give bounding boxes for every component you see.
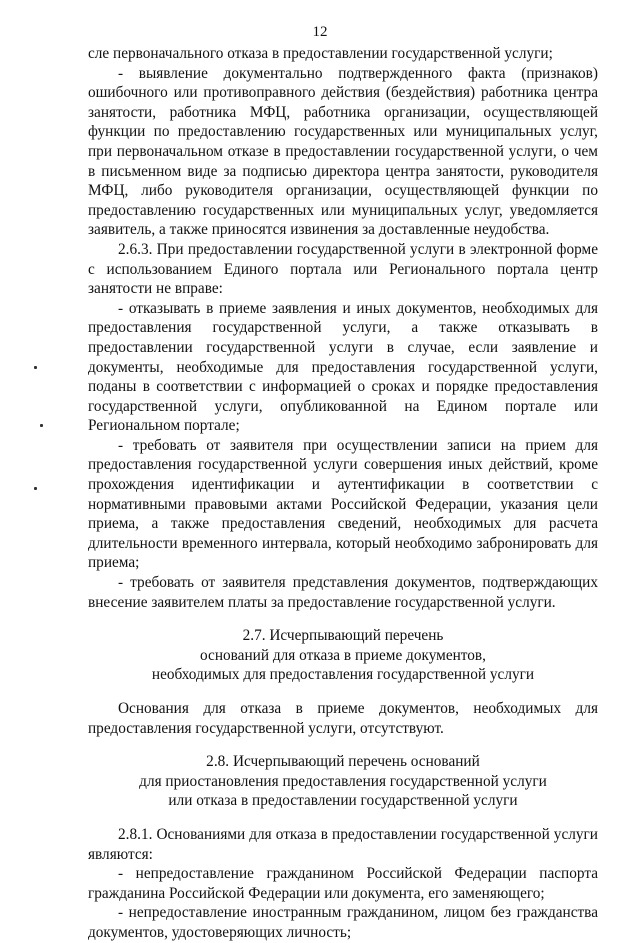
section-heading-line: или отказа в предоставлении государственной услуги [168, 792, 518, 810]
paragraph: сле первоначального отказа в предоставлении государственной услуги; [88, 45, 553, 62]
paragraph: - требовать от заявителя представления документов, подтверждающих внесение заявителем платы за предоставление государственной услуги. [88, 574, 598, 611]
paragraph: Основания для отказа в приеме документов, необходимых для предоставления государственной услуги, отсутствуют. [88, 700, 598, 737]
paragraph: - требовать от заявителя при осуществлении записи на прием для предоставления государственной услуги совершения иных действий, кроме прохождения идентификации и аутентификации в соответствии с нормативными правовыми актами Российской Федерации, указания цели приема, а также предоставления сведений, необходимых для расчета длительности временного интервала, который необходимо забронировать для приема; [88, 436, 598, 572]
paragraph: - отказывать в приеме заявления и иных документов, необходимых для предоставления государственной услуги, а также отказывать в предоставлении государственной услуги в случае, если заявление и документы, необходимые для предоставления государственной услуги, поданы в соответствии с информацией о сроках и порядке предоставления государственной услуги, опубликованной на Едином портале или Региональном портале; [88, 299, 598, 435]
spacer [88, 811, 598, 825]
paragraph: - выявление документально подтвержденного факта (признаков) ошибочного или противоправного действия (бездействия) работника центра занятости, работника МФЦ, работника организации, осуществляющей функции по предоставлению государственных или муниципальных услуг, при первоначальном отказе в предоставлении государственной услуги, о чем в письменном виде за подписью директора центра занятости, руководителя МФЦ, либо руководителя организации, осуществляющей функции по предоставлению государственных или муниципальных услуг, уведомляется заявитель, а также приносятся извинения за доставленные неудобства. [88, 64, 598, 239]
section-heading-line: 2.8. Исчерпывающий перечень оснований [206, 753, 480, 771]
document-body [88, 44, 598, 943]
scan-speck-mark [34, 366, 37, 369]
section-heading [88, 626, 598, 685]
page-number: 12 [312, 24, 328, 40]
section-heading-line: 2.7. Исчерпывающий перечень [242, 627, 444, 645]
section-heading [88, 752, 598, 811]
spacer [88, 612, 598, 626]
paragraph: - непредоставление гражданином Российской Федерации паспорта гражданина Российской Федерации или документа, его заменяющего; [88, 865, 598, 902]
paragraph: 2.8.1. Основаниями для отказа в предоставлении государственной услуги являются: [88, 825, 598, 863]
scan-speck-mark [40, 424, 43, 427]
spacer [88, 738, 598, 752]
paragraph: - непредоставление иностранным гражданином, лицом без гражданства документов, удостоверяющих личность; [88, 904, 598, 941]
paragraph: 2.6.3. При предоставлении государственной услуги в электронной форме с использованием Единого портала или Регионального портала центр занятости не вправе: [88, 240, 598, 298]
scan-speck-mark [34, 487, 37, 490]
section-heading-line: для приостановления предоставления государственной услуги [139, 772, 547, 790]
section-heading-line: оснований для отказа в приеме документов, [200, 646, 486, 664]
section-heading-line: необходимых для предоставления государственной услуги [151, 666, 535, 684]
spacer [88, 685, 598, 699]
